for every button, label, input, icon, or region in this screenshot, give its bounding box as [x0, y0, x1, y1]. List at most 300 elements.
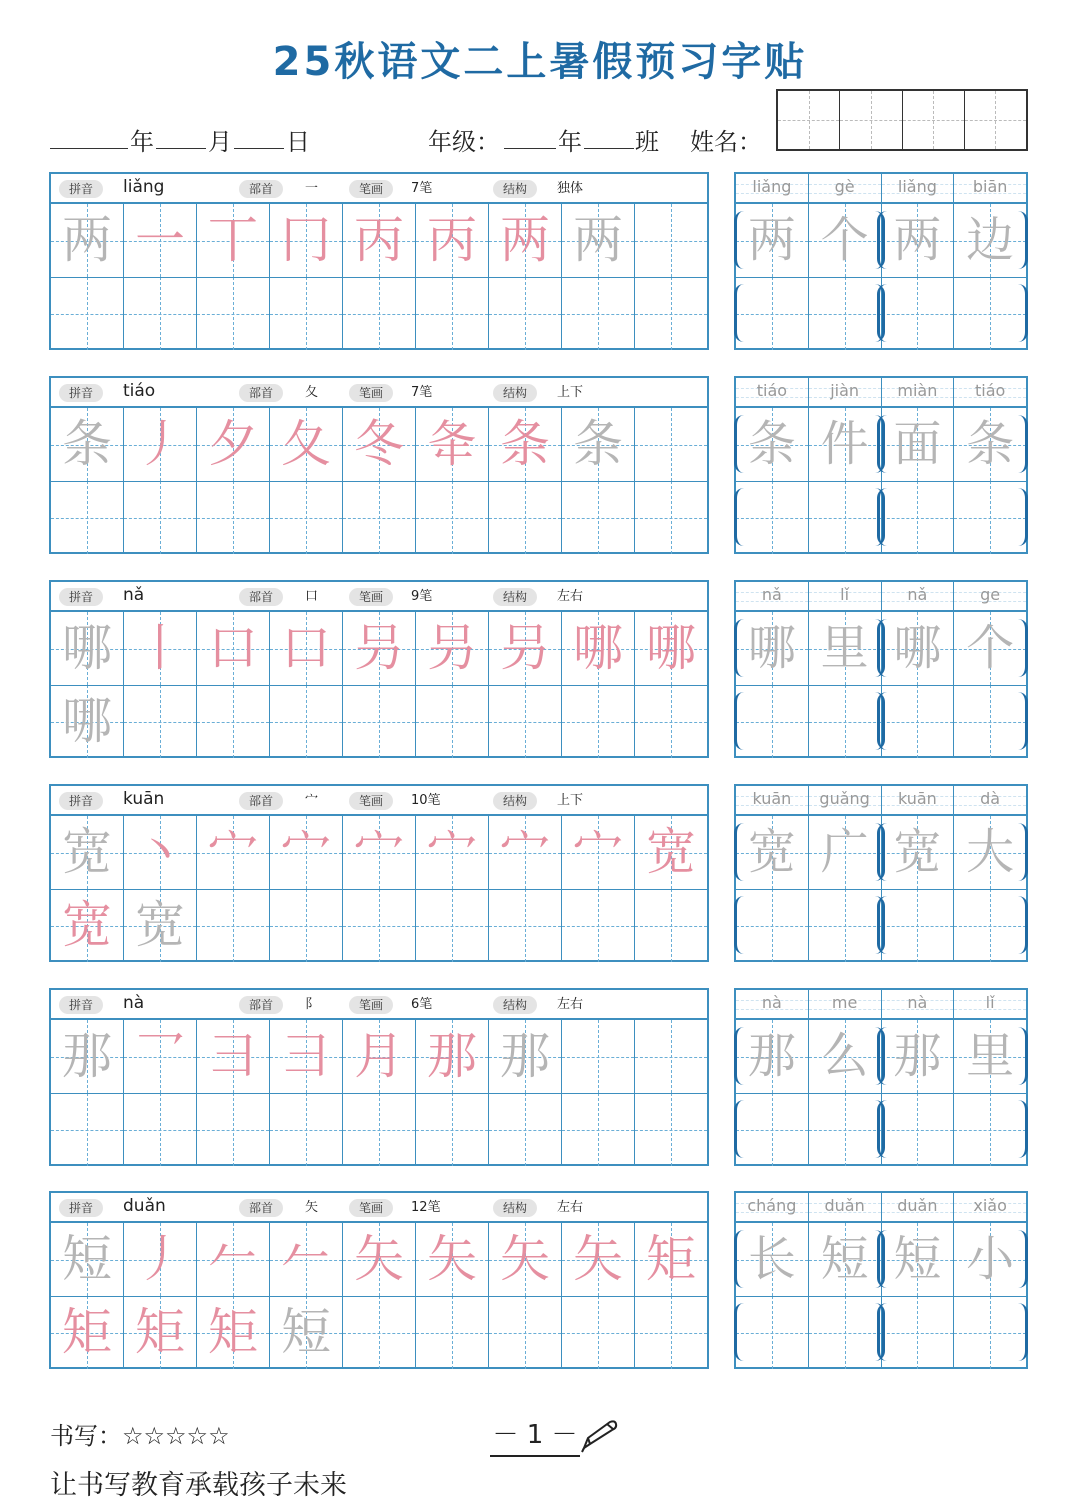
name-box[interactable]	[840, 91, 902, 149]
practice-cell[interactable]	[635, 1296, 707, 1369]
practice-cell[interactable]	[197, 1296, 270, 1369]
practice-cell[interactable]	[197, 408, 270, 481]
practice-cell[interactable]	[343, 1093, 416, 1166]
practice-row	[51, 612, 707, 685]
practice-cell[interactable]	[416, 685, 489, 758]
word-cell[interactable]	[882, 277, 955, 350]
stroke-practice-grid	[49, 172, 709, 350]
word-pinyin: dà	[980, 789, 1001, 808]
word-character: 两	[747, 212, 796, 268]
practice-row	[51, 1020, 707, 1093]
word-cell[interactable]	[882, 481, 955, 554]
practice-cell[interactable]	[489, 481, 562, 554]
practice-cell[interactable]	[343, 1223, 416, 1296]
pinyin-value: duǎn	[123, 1196, 166, 1216]
stroke-step-character: 叧	[354, 619, 404, 677]
word-cell[interactable]	[736, 612, 809, 685]
practice-cell[interactable]	[124, 1093, 197, 1166]
word-cell[interactable]	[736, 1223, 809, 1296]
right-paren-icon	[1018, 896, 1028, 954]
practice-cell[interactable]	[416, 204, 489, 277]
practice-row	[51, 816, 707, 889]
word-character: 短	[893, 1231, 942, 1287]
month-label: 月	[208, 128, 232, 156]
practice-cell[interactable]	[343, 1020, 416, 1093]
word-cell[interactable]	[809, 1296, 882, 1369]
practice-cell[interactable]	[562, 204, 635, 277]
year-blank[interactable]	[50, 148, 128, 149]
word-pinyin-cell	[809, 1193, 882, 1221]
left-paren-icon	[734, 211, 744, 269]
practice-cell[interactable]	[270, 1296, 343, 1369]
practice-cell[interactable]	[124, 277, 197, 350]
practice-cell[interactable]	[51, 612, 124, 685]
right-paren-icon	[1018, 823, 1028, 881]
radical-value: 宀	[305, 793, 319, 808]
left-paren-icon	[877, 284, 887, 342]
word-cell[interactable]	[809, 685, 882, 758]
practice-cell[interactable]	[197, 277, 270, 350]
practice-cell[interactable]	[51, 1296, 124, 1369]
word-cell[interactable]	[954, 1093, 1026, 1166]
word-practice-grid	[734, 376, 1028, 554]
word-cell[interactable]	[809, 816, 882, 889]
practice-cell[interactable]	[270, 1223, 343, 1296]
word-cell[interactable]	[736, 277, 809, 350]
practice-cell[interactable]	[270, 889, 343, 962]
word-character: 件	[820, 416, 869, 472]
page-number: － 1 －	[490, 1414, 580, 1457]
practice-cell[interactable]	[124, 204, 197, 277]
word-cell[interactable]	[954, 612, 1026, 685]
practice-cell[interactable]	[197, 481, 270, 554]
word-pinyin: biān	[972, 177, 1008, 196]
word-cell[interactable]	[736, 685, 809, 758]
practice-cell[interactable]	[51, 408, 124, 481]
practice-cell[interactable]	[489, 1296, 562, 1369]
radical-value: 一	[305, 181, 319, 196]
word-character: 短	[820, 1231, 869, 1287]
word-pinyin-cell	[954, 990, 1026, 1018]
character-section	[0, 1191, 1080, 1371]
word-pinyin: tiáo	[756, 381, 788, 400]
practice-cell[interactable]	[124, 889, 197, 962]
practice-cell[interactable]	[635, 612, 707, 685]
practice-cell[interactable]	[416, 612, 489, 685]
practice-cell[interactable]	[343, 481, 416, 554]
word-character: 宽	[893, 824, 942, 880]
stroke-step-character: 矩	[62, 1303, 112, 1361]
strokes-tag: 笔画	[349, 180, 393, 198]
practice-cell[interactable]	[635, 1093, 707, 1166]
word-cell[interactable]	[882, 1223, 955, 1296]
practice-cell[interactable]	[197, 612, 270, 685]
left-paren-icon	[877, 211, 887, 269]
character-info-row	[51, 1193, 707, 1223]
practice-cell[interactable]	[270, 408, 343, 481]
stroke-step-character: 短	[281, 1303, 331, 1361]
word-cell[interactable]	[882, 816, 955, 889]
word-pinyin: kuān	[752, 789, 792, 808]
word-character: 么	[820, 1028, 869, 1084]
practice-cell[interactable]	[197, 1020, 270, 1093]
practice-row	[51, 1093, 707, 1166]
practice-cell[interactable]	[562, 816, 635, 889]
practice-cell[interactable]	[416, 1223, 489, 1296]
day-label: 日	[286, 128, 310, 156]
practice-row	[51, 481, 707, 554]
word-pinyin-row	[736, 378, 1026, 408]
word-pinyin: miàn	[897, 381, 938, 400]
practice-cell[interactable]	[270, 277, 343, 350]
word-cell[interactable]	[954, 816, 1026, 889]
word-cell[interactable]	[954, 408, 1026, 481]
stroke-step-character: 那	[500, 1027, 550, 1085]
stroke-step-character: 口	[281, 619, 331, 677]
practice-cell[interactable]	[416, 481, 489, 554]
practice-cell[interactable]	[124, 612, 197, 685]
practice-cell[interactable]	[343, 204, 416, 277]
word-cell[interactable]	[954, 1296, 1026, 1369]
pinyin-tag: 拼音	[59, 996, 103, 1014]
word-pinyin: lǐ	[840, 585, 850, 604]
name-boxes[interactable]	[776, 89, 1028, 151]
name-box[interactable]	[778, 91, 840, 149]
practice-cell[interactable]	[635, 889, 707, 962]
word-pinyin-row	[736, 582, 1026, 612]
character-info-row	[51, 582, 707, 612]
left-paren-icon	[734, 619, 744, 677]
practice-cell[interactable]	[343, 1296, 416, 1369]
word-cell[interactable]	[809, 1020, 882, 1093]
practice-cell[interactable]	[635, 204, 707, 277]
name-box[interactable]	[965, 91, 1026, 149]
practice-cell[interactable]	[51, 1020, 124, 1093]
stroke-step-character: 矩	[646, 1230, 696, 1288]
word-cell[interactable]	[809, 612, 882, 685]
practice-cell[interactable]	[416, 408, 489, 481]
model-character: 宽	[62, 823, 112, 881]
practice-cell[interactable]	[124, 1020, 197, 1093]
word-pinyin: lǐ	[985, 993, 995, 1012]
grade-year-label: 年	[558, 128, 582, 156]
stroke-step-character: 宽	[135, 896, 185, 954]
practice-cell[interactable]	[562, 1296, 635, 1369]
practice-cell[interactable]	[562, 685, 635, 758]
word-cell[interactable]	[736, 1020, 809, 1093]
stroke-step-character: 矢	[500, 1230, 550, 1288]
word-cell[interactable]	[882, 685, 955, 758]
word-cell[interactable]	[882, 1020, 955, 1093]
word-pinyin-row	[736, 990, 1026, 1020]
practice-cell[interactable]	[343, 408, 416, 481]
practice-cell[interactable]	[51, 1093, 124, 1166]
word-cell[interactable]	[882, 612, 955, 685]
character-section	[0, 172, 1080, 352]
practice-cell[interactable]	[343, 816, 416, 889]
row-divider	[736, 481, 1026, 482]
practice-cell[interactable]	[124, 1296, 197, 1369]
stroke-step-character: 𠂉	[281, 1230, 331, 1288]
word-character: 宽	[747, 824, 796, 880]
word-pinyin-cell	[809, 378, 882, 406]
word-cell[interactable]	[809, 481, 882, 554]
practice-cell[interactable]	[562, 481, 635, 554]
stroke-step-character: 丅	[208, 211, 258, 269]
practice-cell[interactable]	[635, 816, 707, 889]
practice-cell[interactable]	[489, 685, 562, 758]
practice-cell[interactable]	[635, 408, 707, 481]
left-paren-icon	[734, 1100, 744, 1158]
practice-cell[interactable]	[51, 481, 124, 554]
word-pinyin: liǎng	[897, 177, 937, 196]
practice-cell[interactable]	[489, 1223, 562, 1296]
stroke-step-character: 乛	[135, 1027, 185, 1085]
practice-cell[interactable]	[343, 889, 416, 962]
right-paren-icon	[1018, 619, 1028, 677]
word-cell[interactable]	[809, 204, 882, 277]
right-paren-icon	[1018, 1027, 1028, 1085]
practice-row	[51, 1223, 707, 1296]
character-info-row	[51, 990, 707, 1020]
practice-cell[interactable]	[124, 1223, 197, 1296]
practice-cell[interactable]	[489, 612, 562, 685]
stroke-step-character: 夕	[208, 415, 258, 473]
word-cell[interactable]	[882, 1093, 955, 1166]
word-practice-grid	[734, 580, 1028, 758]
practice-cell[interactable]	[635, 1223, 707, 1296]
slogan: 让书写教育承载孩子未来	[50, 1470, 347, 1501]
practice-cell[interactable]	[416, 889, 489, 962]
practice-cell[interactable]	[270, 481, 343, 554]
pinyin-value: nà	[123, 993, 145, 1013]
word-pinyin-cell	[882, 582, 955, 610]
practice-cell[interactable]	[51, 204, 124, 277]
practice-cell[interactable]	[343, 685, 416, 758]
left-paren-icon	[877, 692, 887, 750]
word-cell[interactable]	[809, 889, 882, 962]
practice-cell[interactable]	[197, 204, 270, 277]
practice-cell[interactable]	[124, 816, 197, 889]
practice-cell[interactable]	[489, 408, 562, 481]
practice-cell[interactable]	[197, 1223, 270, 1296]
practice-cell[interactable]	[562, 408, 635, 481]
practice-cell[interactable]	[197, 685, 270, 758]
stroke-step-character: 条	[573, 415, 623, 473]
row-divider	[736, 1093, 1026, 1094]
practice-cell[interactable]	[197, 889, 270, 962]
pinyin-value: tiáo	[123, 381, 156, 401]
word-pinyin: nà	[761, 993, 782, 1012]
practice-cell[interactable]	[416, 1093, 489, 1166]
writing-label: 书写：	[50, 1422, 122, 1450]
practice-cell[interactable]	[416, 1296, 489, 1369]
date-class-header	[50, 122, 770, 154]
writing-rating	[50, 1416, 230, 1451]
word-pinyin: ge	[980, 585, 1001, 604]
word-pinyin: jiàn	[830, 381, 860, 400]
practice-cell[interactable]	[562, 1223, 635, 1296]
word-pinyin: tiáo	[974, 381, 1006, 400]
word-cell[interactable]	[736, 1093, 809, 1166]
word-cell[interactable]	[809, 277, 882, 350]
practice-cell[interactable]	[489, 1093, 562, 1166]
word-cell[interactable]	[736, 204, 809, 277]
word-cell[interactable]	[809, 408, 882, 481]
practice-cell[interactable]	[51, 1223, 124, 1296]
practice-cell[interactable]	[51, 889, 124, 962]
word-cell[interactable]	[882, 204, 955, 277]
word-character: 里	[966, 1028, 1015, 1084]
practice-cell[interactable]	[562, 277, 635, 350]
word-pinyin: cháng	[747, 1196, 797, 1215]
word-cell[interactable]	[736, 408, 809, 481]
stroke-practice-grid	[49, 784, 709, 962]
name-box[interactable]	[903, 91, 965, 149]
character-section	[0, 988, 1080, 1168]
page-title: 25秋语文二上暑假预习字贴	[272, 39, 808, 85]
day-blank[interactable]	[234, 148, 284, 149]
word-pinyin: gè	[834, 177, 855, 196]
word-cell[interactable]	[882, 1296, 955, 1369]
word-cell[interactable]	[809, 1093, 882, 1166]
left-paren-icon	[734, 1303, 744, 1361]
word-pinyin-cell	[736, 990, 809, 1018]
practice-cell[interactable]	[562, 889, 635, 962]
stroke-step-character: 冬	[354, 415, 404, 473]
word-cell[interactable]	[736, 889, 809, 962]
practice-cell[interactable]	[489, 1020, 562, 1093]
practice-cell[interactable]	[270, 1020, 343, 1093]
structure-value: 上下	[557, 385, 584, 400]
practice-cell[interactable]	[51, 277, 124, 350]
word-cell[interactable]	[954, 889, 1026, 962]
model-character: 两	[62, 211, 112, 269]
word-character: 长	[747, 1231, 796, 1287]
pinyin-tag: 拼音	[59, 1199, 103, 1217]
practice-cell[interactable]	[562, 612, 635, 685]
strokes-value: 7笔	[411, 385, 433, 400]
practice-cell[interactable]	[635, 481, 707, 554]
practice-cell[interactable]	[270, 816, 343, 889]
left-paren-icon	[877, 619, 887, 677]
word-cell[interactable]	[954, 685, 1026, 758]
stroke-step-character: 叧	[500, 619, 550, 677]
practice-row	[51, 889, 707, 962]
practice-cell[interactable]	[489, 277, 562, 350]
practice-cell[interactable]	[197, 1093, 270, 1166]
word-cell[interactable]	[954, 1020, 1026, 1093]
practice-cell[interactable]	[124, 685, 197, 758]
practice-cell[interactable]	[270, 204, 343, 277]
left-paren-icon	[877, 896, 887, 954]
practice-cell[interactable]	[270, 612, 343, 685]
structure-tag: 结构	[493, 996, 537, 1014]
practice-cell[interactable]	[197, 816, 270, 889]
practice-cell[interactable]	[489, 816, 562, 889]
practice-cell[interactable]	[489, 889, 562, 962]
word-cell[interactable]	[809, 1223, 882, 1296]
word-cell[interactable]	[954, 204, 1026, 277]
stroke-step-character: 彐	[281, 1027, 331, 1085]
practice-cell[interactable]	[51, 816, 124, 889]
word-pinyin-row	[736, 786, 1026, 816]
row-divider	[51, 481, 707, 482]
word-pinyin-cell	[882, 1193, 955, 1221]
practice-cell[interactable]	[51, 685, 124, 758]
stroke-step-character: 宽	[62, 896, 112, 954]
strokes-value: 6笔	[411, 997, 433, 1012]
practice-cell[interactable]	[635, 685, 707, 758]
practice-cell[interactable]	[416, 277, 489, 350]
word-character: 条	[747, 416, 796, 472]
stroke-step-character: 宀	[500, 823, 550, 881]
word-character: 广	[820, 824, 869, 880]
word-cell[interactable]	[954, 277, 1026, 350]
stroke-practice-grid	[49, 376, 709, 554]
word-pinyin: duǎn	[824, 1196, 865, 1215]
practice-cell[interactable]	[124, 408, 197, 481]
model-character: 那	[62, 1027, 112, 1085]
right-paren-icon	[1018, 1303, 1028, 1361]
word-cell[interactable]	[882, 408, 955, 481]
practice-cell[interactable]	[343, 612, 416, 685]
word-character: 边	[966, 212, 1015, 268]
word-cell[interactable]	[736, 481, 809, 554]
month-blank[interactable]	[156, 148, 206, 149]
radical-value: 阝	[305, 997, 319, 1012]
word-cell[interactable]	[882, 889, 955, 962]
practice-cell[interactable]	[270, 685, 343, 758]
stroke-step-character: 月	[354, 1027, 404, 1085]
word-character: 面	[893, 416, 942, 472]
word-pinyin-cell	[882, 990, 955, 1018]
structure-tag: 结构	[493, 588, 537, 606]
word-character: 两	[893, 212, 942, 268]
practice-cell[interactable]	[416, 1020, 489, 1093]
practice-cell[interactable]	[416, 816, 489, 889]
word-cell[interactable]	[736, 816, 809, 889]
row-divider	[736, 277, 1026, 278]
practice-cell[interactable]	[635, 277, 707, 350]
word-pinyin-cell	[954, 786, 1026, 814]
name-label: 姓名：	[690, 128, 762, 156]
word-pinyin-cell	[954, 174, 1026, 202]
practice-row	[51, 1296, 707, 1369]
structure-tag: 结构	[493, 792, 537, 810]
class-blank[interactable]	[584, 148, 634, 149]
practice-cell[interactable]	[124, 481, 197, 554]
word-pinyin-cell	[809, 582, 882, 610]
practice-cell[interactable]	[562, 1093, 635, 1166]
practice-cell[interactable]	[635, 1020, 707, 1093]
practice-cell[interactable]	[343, 277, 416, 350]
word-cell[interactable]	[954, 1223, 1026, 1296]
practice-cell[interactable]	[489, 204, 562, 277]
grade-blank[interactable]	[504, 148, 556, 149]
practice-cell[interactable]	[562, 1020, 635, 1093]
word-character: 里	[820, 620, 869, 676]
rating-stars[interactable]: ☆☆☆☆☆	[122, 1422, 230, 1450]
word-cell[interactable]	[736, 1296, 809, 1369]
left-paren-icon	[734, 284, 744, 342]
stroke-step-character: 宀	[208, 823, 258, 881]
word-cell[interactable]	[954, 481, 1026, 554]
radical-tag: 部首	[239, 1199, 283, 1217]
structure-tag: 结构	[493, 1199, 537, 1217]
practice-cell[interactable]	[270, 1093, 343, 1166]
right-paren-icon	[1018, 488, 1028, 546]
